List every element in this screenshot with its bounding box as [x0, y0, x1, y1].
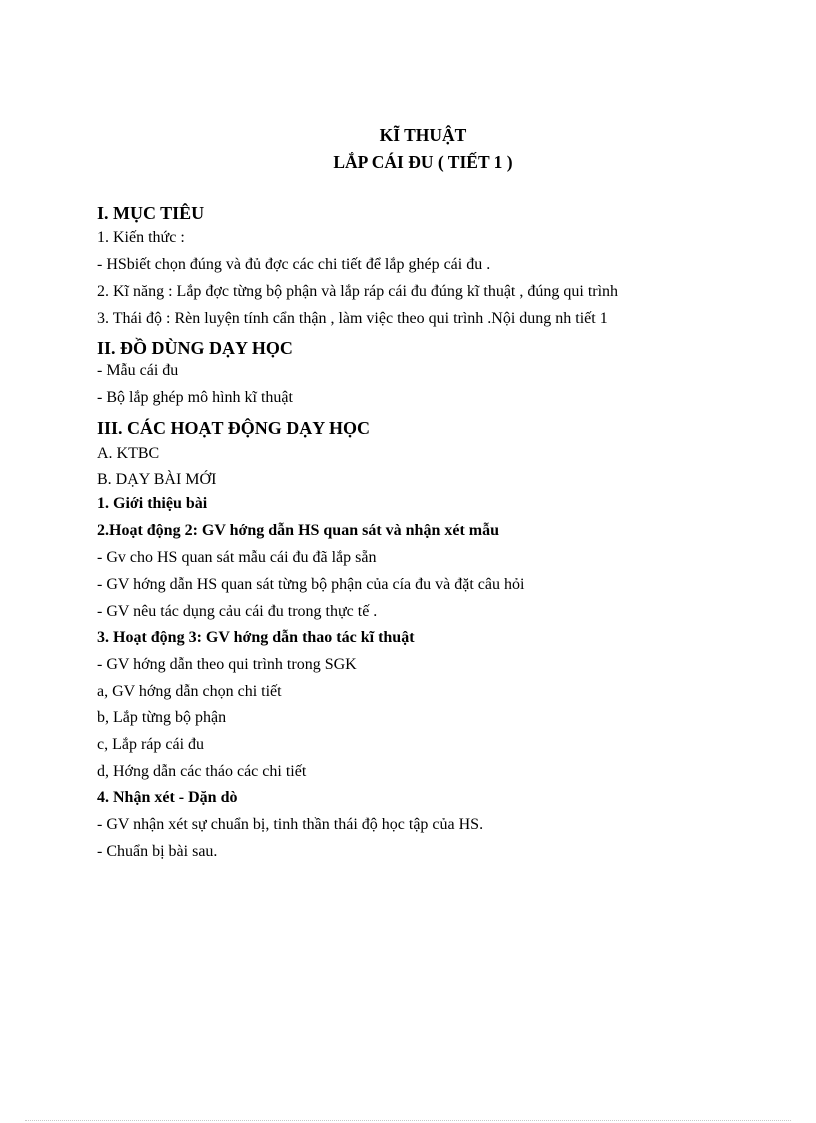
section-heading-objectives: I. MỤC TIÊU: [97, 203, 205, 223]
text-line: A. KTBC: [97, 445, 160, 462]
subheading-activity-2: 2.Hoạt động 2: GV hớng dẫn HS quan sát và nhận xét mẫu: [97, 522, 500, 539]
text-line: - GV hớng dẫn HS quan sát từng bộ phận của cía đu và đặt câu hỏi: [97, 576, 525, 593]
subheading-introduction: 1. Giới thiệu bài: [97, 495, 208, 512]
text-line: 1. Kiến thức :: [97, 229, 185, 246]
text-line: - Chuẩn bị bài sau.: [97, 843, 218, 860]
text-line: - Mẫu cái đu: [97, 362, 179, 379]
text-line: - GV nêu tác dụng cảu cái đu trong thực tế .: [97, 603, 378, 620]
text-line: - GV nhận xét sự chuẩn bị, tinh thần thái độ học tập của HS.: [97, 816, 484, 833]
subheading-review: 4. Nhận xét - Dặn dò: [97, 789, 238, 806]
text-line: 3. Thái độ : Rèn luyện tính cẩn thận , làm việc theo qui trình .Nội dung nh tiết 1: [97, 310, 608, 327]
subject-title: KĨ THUẬT: [379, 125, 467, 145]
title-block: [0, 122, 816, 176]
section-heading-materials: II. ĐỒ DÙNG DẠY HỌC: [97, 338, 293, 358]
text-line: d, Hớng dẫn các tháo các chi tiết: [97, 763, 307, 780]
subheading-activity-3: 3. Hoạt động 3: GV hớng dẫn thao tác kĩ thuật: [97, 629, 415, 646]
lesson-title: LẮP CÁI ĐU ( TIẾT 1 ): [333, 152, 513, 172]
text-line: - GV hớng dẫn theo qui trình trong SGK: [97, 656, 357, 673]
text-line: 2. Kĩ năng : Lắp đợc từng bộ phận và lắp ráp cái đu đúng kĩ thuật , đúng qui trình: [97, 283, 619, 300]
text-line: - Gv cho HS quan sát mẫu cái đu đã lắp sẵn: [97, 549, 377, 566]
text-line: c, Lắp ráp cái đu: [97, 736, 205, 753]
section-heading-activities: III. CÁC HOẠT ĐỘNG DẠY HỌC: [97, 418, 371, 438]
text-line: b, Lắp từng bộ phận: [97, 709, 227, 726]
text-line: a, GV hớng dẫn chọn chi tiết: [97, 683, 282, 700]
text-line: - Bộ lắp ghép mô hình kĩ thuật: [97, 389, 293, 406]
text-line: B. DẠY BÀI MỚI: [97, 471, 217, 488]
text-line: - HSbiết chọn đúng và đủ đợc các chi tiết để lắp ghép cái đu .: [97, 256, 491, 273]
page-bottom-divider: [25, 1120, 791, 1121]
